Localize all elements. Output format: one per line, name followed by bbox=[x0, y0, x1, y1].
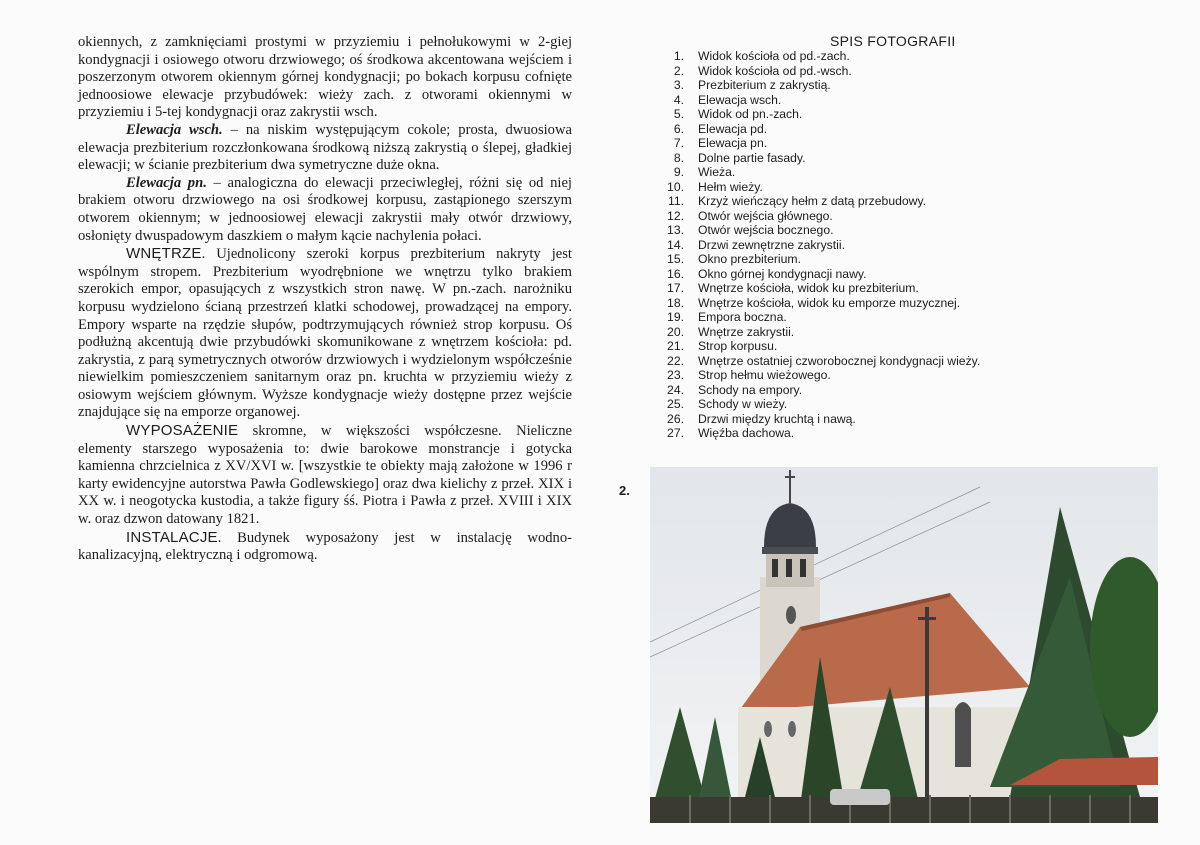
photo-list-item bbox=[662, 267, 980, 282]
heading-east-elevation: Elewacja wsch. bbox=[126, 121, 223, 138]
photo-list-text: Empora boczna. bbox=[698, 310, 787, 324]
photo-list-number: 16. bbox=[667, 266, 684, 281]
photo-list-text: Hełm wieży. bbox=[698, 179, 763, 194]
heading-interior: WNĘTRZE bbox=[126, 245, 202, 263]
photo-list-item bbox=[662, 412, 980, 427]
photo-list-number: 3. bbox=[673, 78, 684, 92]
photo-list-text: Strop hełmu wieżowego. bbox=[698, 368, 831, 382]
paragraph-interior: WNĘTRZE. Ujednolicony szeroki korpus prezbiterium nakryty jest wspólnym stropem. Prezbiterium wyodrębnione we wnętrzu tylko brakiem szerokich empor, opasujących z wszystkich stron nawę. W pn.-zach. narożniku korpusu wydzielono ścianą przestrzeń klatki schodowej, prowadzącej na empory. Empory wsparte na rzędzie słupów, podtrzymujących również strop korpusu. Oś podłużną akcentują dwie przybudówki skomunikowane z wnętrzem kościoła: pd. zakrystia, z parą symetrycznych otworów drzwiowych i wydzielonym współcześnie niewielkim pomieszczeniem sanitarnym oraz pn. kruchta w przyziemiu wieży z osiowym wejściem głównym. Wyższe kondygnacje wieży dostępne przez wejście znajdujące się na emporze organowej. bbox=[78, 245, 572, 421]
photo-list-item bbox=[662, 209, 980, 224]
photo-list-number: 15. bbox=[667, 252, 684, 266]
photo-list-number: 27. bbox=[667, 426, 684, 440]
photo-list-text: Okno górnej kondygnacji nawy. bbox=[698, 266, 867, 281]
photo-list-number: 19. bbox=[667, 310, 684, 324]
photo-list-item bbox=[662, 78, 980, 93]
photo-list-number: 6. bbox=[673, 121, 684, 136]
photo-list-text: Widok kościoła od pd.-wsch. bbox=[698, 63, 852, 78]
photo-list-text: Wnętrze zakrystii. bbox=[698, 324, 795, 339]
photo-list-item bbox=[662, 238, 980, 253]
photo-list-item bbox=[662, 223, 980, 238]
photo-list-item bbox=[662, 296, 980, 311]
figure-number: 2. bbox=[619, 483, 630, 498]
photo-list-text: Okno prezbiterium. bbox=[698, 252, 801, 266]
photo-list-number: 4. bbox=[673, 92, 684, 107]
photo-list-item bbox=[662, 93, 980, 108]
photo-list-text: Drzwi zewnętrzne zakrystii. bbox=[698, 237, 845, 252]
photo-list-item bbox=[662, 252, 980, 267]
photo-list-item bbox=[662, 368, 980, 383]
photo-list-text: Strop korpusu. bbox=[698, 339, 778, 353]
photo-list-item bbox=[662, 194, 980, 209]
photo-list-text: Elewacja wsch. bbox=[698, 92, 782, 107]
photo-list-item bbox=[662, 426, 980, 441]
heading-installations: INSTALACJE bbox=[126, 528, 218, 546]
photo-list-number: 25. bbox=[667, 397, 684, 411]
paragraph-furnishings: WYPOSAŻENIE skromne, w większości współczesne. Nieliczne elementy starszego wyposażenia to: dwie barokowe monstrancje i gotycka kamienna chrzcielnica z XV/XVI w. [wszystkie te obiekty mają założone w 1996 r karty ewidencyjne autorstwa Pawła Godlewskiego] oraz dwa kielichy z przeł. XIX i XX w. i neogotycka kustodia, a także figury śś. Piotra i Pawła z przeł. XVIII i XIX w. oraz dzwon datowany 1821. bbox=[78, 422, 572, 528]
photo-list-number: 20. bbox=[667, 324, 684, 339]
photo-list-item bbox=[662, 64, 980, 79]
photo-list-number: 12. bbox=[667, 208, 684, 223]
photo-list-item bbox=[662, 180, 980, 195]
photo-list-text: Prezbiterium z zakrystią. bbox=[698, 78, 831, 92]
photo-list-number: 8. bbox=[673, 150, 684, 165]
photo-list-number: 21. bbox=[667, 339, 684, 353]
photo-list-item bbox=[662, 383, 980, 398]
photo-list-number: 23. bbox=[667, 368, 684, 382]
photo-list-number: 24. bbox=[667, 382, 684, 397]
photo-list-text: Krzyż wieńczący hełm z datą przebudowy. bbox=[698, 194, 927, 208]
photo-list-number: 17. bbox=[667, 281, 684, 295]
heading-north-elevation: Elewacja pn. bbox=[126, 174, 207, 191]
photo-list-number: 13. bbox=[667, 223, 684, 237]
photo-list-number: 10. bbox=[667, 179, 684, 194]
photo-list-item bbox=[662, 397, 980, 412]
paragraph-installations: INSTALACJE. Budynek wyposażony jest w instalację wodno-kanalizacyjną, elektryczną i odgromową. bbox=[78, 528, 572, 564]
photo-list-text: Wnętrze ostatniej czworobocznej kondygnacji wieży. bbox=[698, 353, 981, 368]
church-photo bbox=[650, 467, 1158, 823]
photo-list-text: Schody w wieży. bbox=[698, 397, 788, 411]
church-photo-illustration bbox=[650, 467, 1158, 823]
photo-list bbox=[662, 49, 980, 441]
photo-list-number: 26. bbox=[667, 411, 684, 426]
photo-list-text: Otwór wejścia bocznego. bbox=[698, 223, 834, 237]
photo-list-text: Więźba dachowa. bbox=[698, 426, 795, 440]
paragraph-east-elevation: Elewacja wsch. – na niskim występującym cokole; prosta, dwuosiowa elewacja prezbiterium rozczłonkowana środkową niższą zakrystią o ślepej, gładkiej elewacji; w ścianie prezbiterium dwa symetryczne duże okna. bbox=[78, 121, 572, 174]
photo-list-number: 1. bbox=[673, 49, 684, 63]
body-text-column bbox=[78, 34, 572, 565]
paragraph-north-elevation: Elewacja pn. – analogiczna do elewacji przeciwległej, różni się od niej brakiem otworu drzwiowego na osi środkowej korpusu, zastąpionego szerszym otworem okiennym; w jednoosiowej elewacji zakrystii mały otwór drzwiowy, osłonięty dwuspadowym daszkiem o małym kącie nachylenia połaci. bbox=[78, 174, 572, 244]
photo-list-item bbox=[662, 325, 980, 340]
photo-list-item bbox=[662, 165, 980, 180]
photo-list-item bbox=[662, 49, 980, 64]
photo-list-item bbox=[662, 122, 980, 137]
photo-list-number: 7. bbox=[673, 136, 684, 150]
photo-list-number: 2. bbox=[673, 63, 684, 78]
photo-list-text: Wnętrze kościoła, widok ku prezbiterium. bbox=[698, 281, 919, 295]
photo-list-text: Wieża. bbox=[698, 165, 736, 179]
photo-list-item bbox=[662, 136, 980, 151]
photo-list-text: Widok od pn.-zach. bbox=[698, 107, 803, 121]
photo-list-item bbox=[662, 281, 980, 296]
photo-list-item bbox=[662, 107, 980, 122]
photo-list-item bbox=[662, 151, 980, 166]
photo-list-number: 22. bbox=[667, 353, 684, 368]
photo-list-text: Elewacja pd. bbox=[698, 121, 768, 136]
photo-list-number: 18. bbox=[667, 295, 684, 310]
photo-list-text: Dolne partie fasady. bbox=[698, 150, 806, 165]
photo-list-text: Elewacja pn. bbox=[698, 136, 768, 150]
photo-list-number: 14. bbox=[667, 237, 684, 252]
photo-list-number: 9. bbox=[673, 165, 684, 179]
photo-list-number: 11. bbox=[667, 194, 684, 208]
paragraph-facade-intro: okiennych, z zamknięciami prostymi w przyziemiu i pełnołukowymi w 2-giej kondygnacji i osiowego otworu drzwiowego; oś środkowa akcentowana wejściem i poszerzonym otworem okiennym górnej kondygnacji; po bokach korpusu cofnięte jednoosiowe elewacje przybudówek: wieży zach. z otworami okiennymi w przyziemiu i 5-tej kondygnacji oraz zakrystii wsch. bbox=[78, 34, 572, 121]
photo-list-text: Schody na empory. bbox=[698, 382, 803, 397]
photo-list-title: SPIS FOTOGRAFII bbox=[830, 33, 956, 49]
heading-furnishings: WYPOSAŻENIE bbox=[126, 422, 239, 440]
photo-list-number: 5. bbox=[673, 107, 684, 121]
photo-list-text: Otwór wejścia głównego. bbox=[698, 208, 833, 223]
photo-list-item bbox=[662, 354, 980, 369]
photo-list-text: Widok kościoła od pd.-zach. bbox=[698, 49, 850, 63]
photo-list-text: Drzwi między kruchtą i nawą. bbox=[698, 411, 856, 426]
photo-list-item bbox=[662, 310, 980, 325]
photo-list-text: Wnętrze kościoła, widok ku emporze muzycznej. bbox=[698, 295, 961, 310]
photo-list-item bbox=[662, 339, 980, 354]
